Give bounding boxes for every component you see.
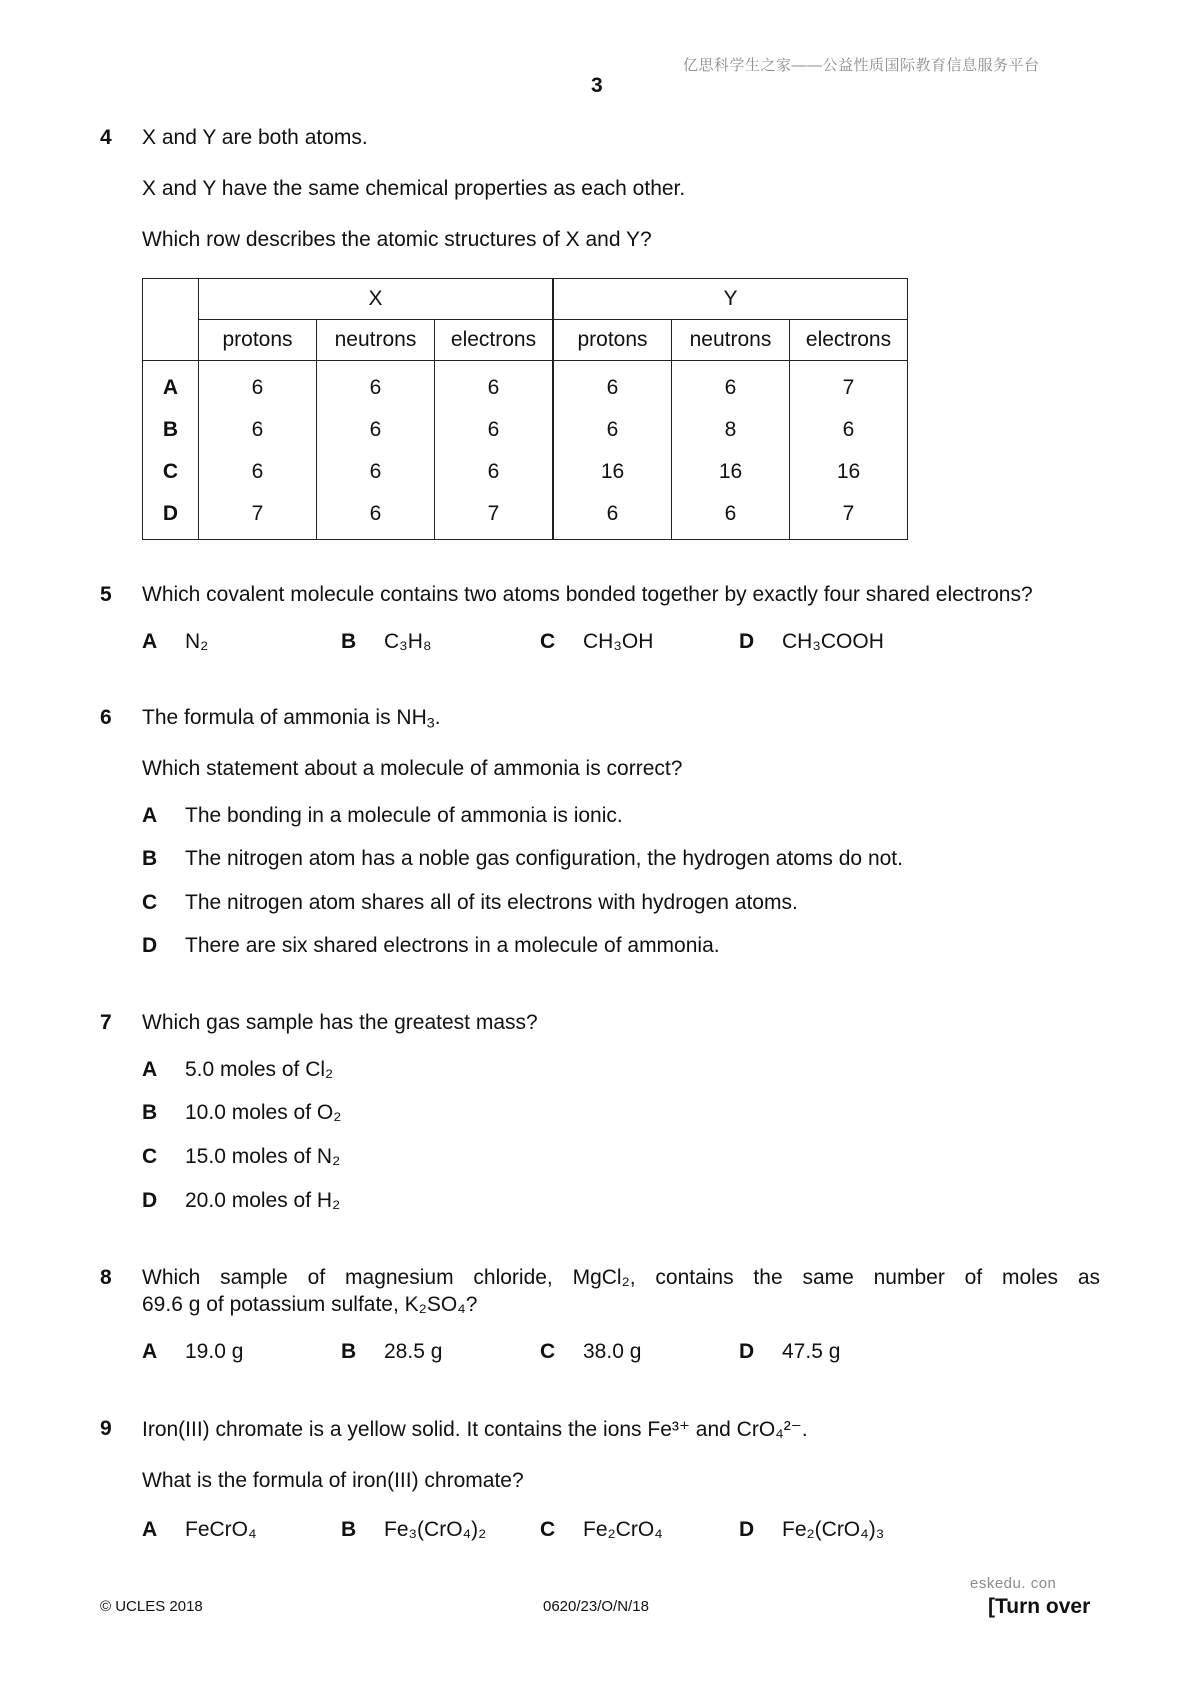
- q5-option-b-text: C₃H₈: [384, 630, 432, 653]
- q9-line2: What is the formula of iron(III) chromate?: [142, 1469, 524, 1492]
- table-cell: 16: [672, 451, 790, 493]
- table-cell: 7: [790, 493, 908, 540]
- q6-line2: Which statement about a molecule of ammonia is correct?: [142, 757, 683, 780]
- q5-option-a-label: A: [142, 630, 158, 653]
- q5-option-d-label: D: [739, 630, 755, 653]
- turn-over-label: [Turn over: [988, 1595, 1091, 1618]
- header-watermark: 亿思科学生之家——公益性质国际教育信息服务平台: [683, 57, 1040, 74]
- q5-option-a-text: N₂: [185, 630, 209, 653]
- q5-option-c-text: CH₃OH: [583, 630, 654, 653]
- q4-line3: Which row describes the atomic structures of X and Y?: [142, 228, 652, 251]
- q7-option-c-label: C: [142, 1145, 158, 1168]
- q5-option-d-text: CH₃COOH: [782, 630, 884, 653]
- group-header-x: X: [199, 279, 554, 320]
- table-cell: 8: [672, 409, 790, 451]
- question-number-4: 4: [100, 126, 112, 149]
- q8-option-b-label: B: [341, 1340, 357, 1363]
- q8-line2: 69.6 g of potassium sulfate, K₂SO₄?: [142, 1293, 478, 1316]
- q6-option-a-text: The bonding in a molecule of ammonia is ionic.: [185, 804, 623, 827]
- q7-text: Which gas sample has the greatest mass?: [142, 1011, 538, 1034]
- q7-option-a-label: A: [142, 1058, 158, 1081]
- q9-option-d-text: Fe₂(CrO₄)₃: [782, 1518, 885, 1541]
- q5-option-b-label: B: [341, 630, 357, 653]
- footer-paper-code: 0620/23/O/N/18: [543, 1598, 649, 1615]
- question-number-6: 6: [100, 706, 112, 729]
- q6-option-c-text: The nitrogen atom shares all of its electrons with hydrogen atoms.: [185, 891, 798, 914]
- q6-line1-post: .: [434, 706, 441, 729]
- table-cell: 6: [790, 409, 908, 451]
- q8-option-c-text: 38.0 g: [583, 1340, 642, 1363]
- q4-line1: X and Y are both atoms.: [142, 126, 368, 149]
- question-number-7: 7: [100, 1011, 112, 1034]
- table-cell: 6: [317, 361, 435, 410]
- table-corner-cell: [143, 279, 199, 361]
- q7-option-a-text: 5.0 moles of Cl₂: [185, 1058, 334, 1081]
- table-cell: 6: [435, 409, 554, 451]
- table-cell: 6: [317, 451, 435, 493]
- question-number-5: 5: [100, 583, 112, 606]
- q9-option-b-label: B: [341, 1518, 357, 1541]
- q6-option-d-label: D: [142, 934, 158, 957]
- q6-line1: [142, 706, 441, 730]
- col-header-y-electrons: electrons: [790, 320, 908, 361]
- q7-option-c-text: 15.0 moles of N₂: [185, 1145, 341, 1168]
- table-cell: 7: [435, 493, 554, 540]
- table-row: [143, 361, 908, 410]
- q9-option-a-text: FeCrO₄: [185, 1518, 257, 1541]
- q7-option-d-label: D: [142, 1189, 158, 1212]
- footer-copyright: © UCLES 2018: [100, 1598, 203, 1615]
- table-cell: 6: [251, 460, 264, 483]
- q8-line1: Which sample of magnesium chloride, MgCl₂, contains the same number of moles as: [142, 1266, 1100, 1289]
- table-cell: 6: [553, 361, 672, 410]
- table-cell: 6: [317, 493, 435, 540]
- col-header-y-protons: protons: [553, 320, 672, 361]
- table-cell: 16: [553, 451, 672, 493]
- q6-option-c-label: C: [142, 891, 158, 914]
- q6-line1-subscript: 3: [426, 715, 435, 732]
- table-cell: 6: [435, 361, 554, 410]
- q9-option-c-label: C: [540, 1518, 556, 1541]
- q8-option-a-label: A: [142, 1340, 158, 1363]
- q4-line2: X and Y have the same chemical properties as each other.: [142, 177, 686, 200]
- q5-option-c-label: C: [540, 630, 556, 653]
- q8-option-d-text: 47.5 g: [782, 1340, 841, 1363]
- table-row: [143, 409, 908, 451]
- q9-option-a-label: A: [142, 1518, 158, 1541]
- table-cell: 16: [790, 451, 908, 493]
- q7-option-d-text: 20.0 moles of H₂: [185, 1189, 341, 1212]
- q6-option-a-label: A: [142, 804, 158, 827]
- q7-option-b-label: B: [142, 1101, 158, 1124]
- table-row: [143, 493, 908, 540]
- table-cell: 6: [672, 493, 790, 540]
- q9-option-b-text: Fe₃(CrO₄)₂: [384, 1518, 487, 1541]
- q8-option-b-text: 28.5 g: [384, 1340, 443, 1363]
- table-cell: 6: [553, 493, 672, 540]
- table-cell: 6: [251, 418, 264, 441]
- table-cell: 6: [251, 376, 264, 399]
- row-label: A: [143, 361, 199, 410]
- table-row: [143, 451, 908, 493]
- col-header-x-neutrons: neutrons: [317, 320, 435, 361]
- col-header-x-electrons: electrons: [435, 320, 554, 361]
- q8-option-d-label: D: [739, 1340, 755, 1363]
- q6-option-b-label: B: [142, 847, 158, 870]
- row-label: B: [143, 409, 199, 451]
- table-cell: 6: [317, 409, 435, 451]
- table-cell: 7: [790, 361, 908, 410]
- table-cell: 7: [199, 493, 317, 540]
- table-group-header-row: [143, 279, 908, 320]
- table-cell: 6: [553, 409, 672, 451]
- q9-option-d-label: D: [739, 1518, 755, 1541]
- question-number-8: 8: [100, 1266, 112, 1289]
- group-header-y: Y: [553, 279, 908, 320]
- q5-text: Which covalent molecule contains two atoms bonded together by exactly four shared electrons?: [142, 583, 1033, 606]
- page-number: 3: [591, 74, 603, 97]
- q6-option-d-text: There are six shared electrons in a molecule of ammonia.: [185, 934, 720, 957]
- q6-line1-pre: The formula of ammonia is NH: [142, 706, 427, 729]
- q6-option-b-text: The nitrogen atom has a noble gas configuration, the hydrogen atoms do not.: [185, 847, 903, 870]
- question-number-9: 9: [100, 1417, 112, 1440]
- q8-option-c-label: C: [540, 1340, 556, 1363]
- table-cell: 6: [672, 361, 790, 410]
- col-header-x-protons: protons: [199, 320, 317, 361]
- table-column-header-row: [143, 320, 908, 361]
- row-label: C: [143, 451, 199, 493]
- col-header-y-neutrons: neutrons: [672, 320, 790, 361]
- table-cell: 6: [435, 451, 554, 493]
- q8-option-a-text: 19.0 g: [185, 1340, 244, 1363]
- footer-site-watermark: eskedu. con: [970, 1575, 1057, 1592]
- q9-option-c-text: Fe₂CrO₄: [583, 1518, 663, 1541]
- row-label: D: [143, 493, 199, 540]
- atomic-structure-table: [142, 278, 908, 540]
- q7-option-b-text: 10.0 moles of O₂: [185, 1101, 342, 1124]
- q9-line1: Iron(III) chromate is a yellow solid. It contains the ions Fe³⁺ and CrO₄²⁻.: [142, 1418, 808, 1441]
